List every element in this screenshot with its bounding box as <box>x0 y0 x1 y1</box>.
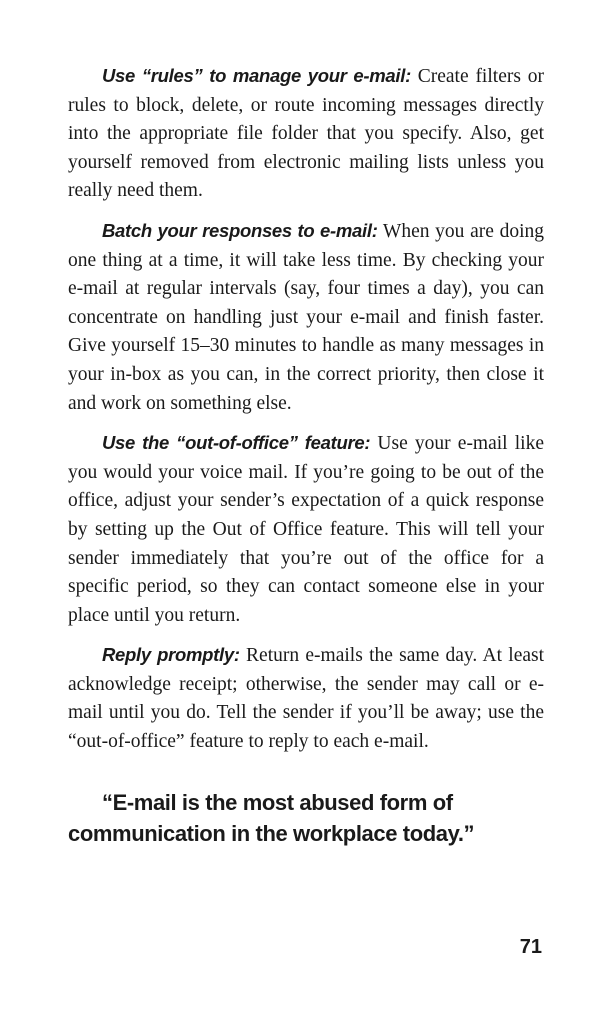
paragraph-lead: Use “rules” to manage your e-mail: <box>102 65 411 86</box>
paragraph-rules <box>68 62 544 206</box>
paragraph-out-of-office <box>68 429 544 630</box>
paragraph-body: When you are doing one thing at a time, it will take less time. By checking your e-mail at regular intervals (say, four times a day), you can concentrate on handling just your e-mail and finish faster. Give yourself 15–30 minutes to handle as many messages in your in-box as you can, in the correct priority, then close it and work on something else. <box>68 220 544 414</box>
page-content <box>68 62 544 849</box>
paragraph-body: Return e-mails the same day. At least acknowledge receipt; otherwise, the sender may call or e-mail until you do. Tell the sender if you’ll be away; use the “out-of-office” feature to reply to each e-mail. <box>68 645 545 753</box>
paragraph-body: Create filters or rules to block, delete, or route incoming messages directly into the appropriate file folder that you specify. Also, get yourself removed from electronic mailing lists unless you really need them. <box>68 66 544 202</box>
paragraph-lead: Use the “out-of-office” feature: <box>102 432 371 454</box>
page-number: 71 <box>519 936 542 958</box>
paragraph-body: Use your e-mail like you would your voice mail. If you’re going to be out of the office, adjust your sender’s expectation of a quick response by setting up the Out of Office feature. This will tell your sender immediately that you’re out of the office for a specific period, so they can contact someone else in your place until you return. <box>68 433 544 626</box>
pull-quote: “E-mail is the most abused form of communication in the workplace today.” <box>68 789 475 846</box>
paragraph-reply <box>68 641 544 756</box>
paragraph-batch <box>68 217 544 418</box>
paragraph-lead: Reply promptly: <box>102 644 240 666</box>
paragraph-lead: Batch your responses to e-mail: <box>102 219 378 241</box>
